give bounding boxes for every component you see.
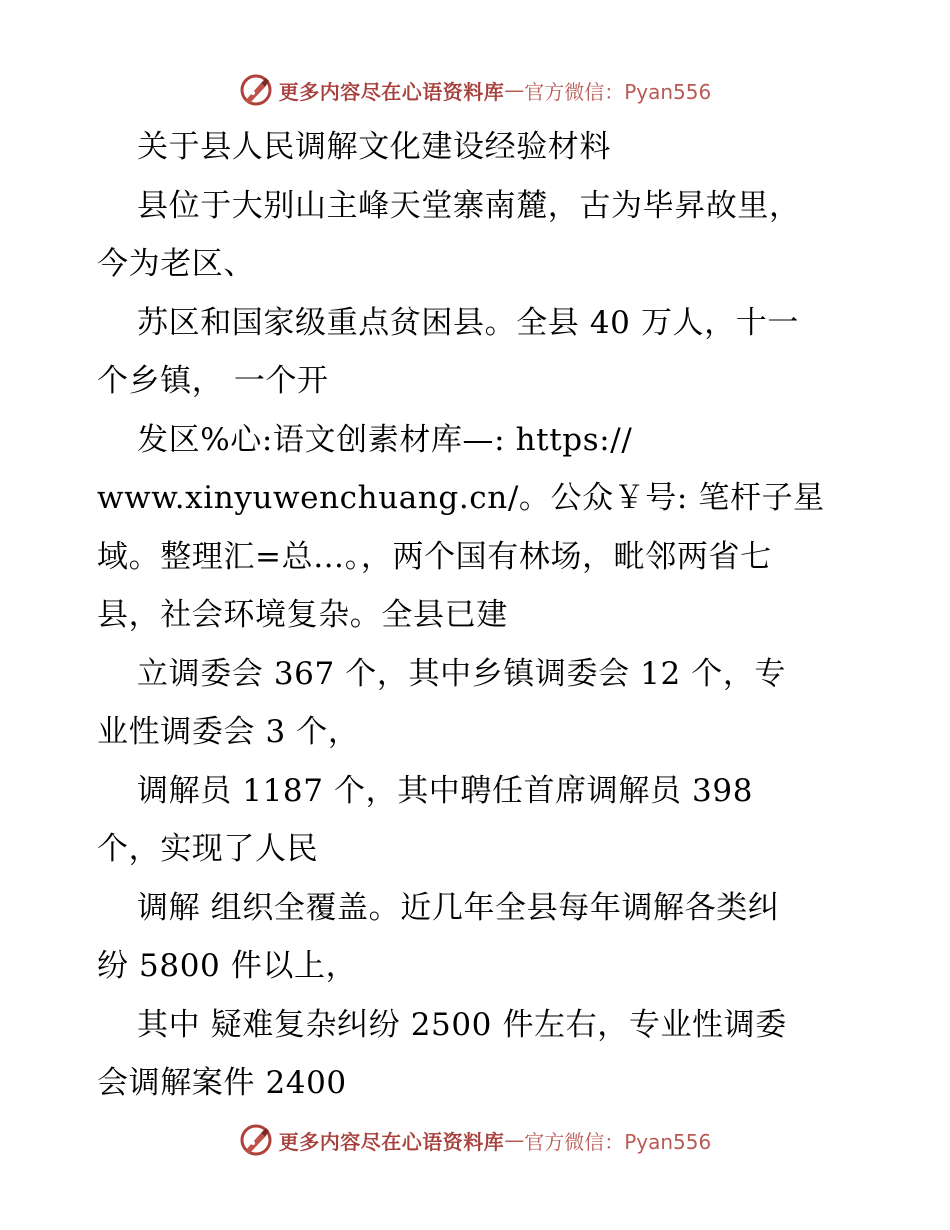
paragraph-line: www.xinyuwenchuang.cn/。公众￥号: 笔杆子星	[97, 480, 825, 516]
footer-banner	[0, 1120, 950, 1160]
paragraph-line: 会调解案件 2400	[97, 1065, 347, 1101]
banner-site-text: 更多内容尽在心语资料库	[278, 79, 505, 104]
paragraph-line: 调解 组织全覆盖。近几年全县每年调解各类纠	[137, 889, 780, 926]
paragraph-line: 个乡镇， 一个开	[97, 363, 329, 399]
paragraph-line: 今为老区、	[97, 246, 255, 282]
banner-wechat-text: 官方微信：Pyan556	[524, 79, 712, 104]
paragraph-line: 苏区和国家级重点贫困县。全县 40 万人，十一	[137, 304, 799, 341]
banner-site-text: 更多内容尽在心语资料库	[278, 1129, 505, 1154]
paragraph-line: 域。整理汇=总…。，两个国有林场，毗邻两省七	[97, 538, 772, 575]
banner-dash: —	[504, 1128, 525, 1152]
paragraph-line: 纷 5800 件以上，	[97, 948, 358, 984]
paragraph-line: 个，实现了人民	[97, 831, 319, 867]
paragraph-line: 县，社会环境复杂。全县已建	[97, 597, 508, 633]
paragraph-line: 县位于大别山主峰天堂寨南麓，古为毕昇故里，	[137, 187, 801, 224]
paragraph-line: 发区%心:语文创素材库—: https://	[137, 421, 633, 458]
paragraph-line: 其中 疑难复杂纠纷 2500 件左右，专业性调委	[137, 1006, 787, 1043]
paragraph-line: 调解员 1187 个，其中聘任首席调解员 398	[137, 772, 754, 809]
paragraph-line: 业性调委会 3 个，	[97, 714, 360, 750]
pen-logo-icon	[239, 73, 273, 107]
paragraph-line: 立调委会 367 个，其中乡镇调委会 12 个，专	[137, 655, 787, 692]
pen-logo-icon	[239, 1123, 273, 1157]
banner-wechat-text: 官方微信：Pyan556	[524, 1129, 712, 1154]
banner-dash: —	[504, 78, 525, 102]
document-title: 关于县人民调解文化建设经验材料	[137, 129, 611, 165]
header-banner	[0, 70, 950, 110]
document-body	[97, 118, 857, 1113]
